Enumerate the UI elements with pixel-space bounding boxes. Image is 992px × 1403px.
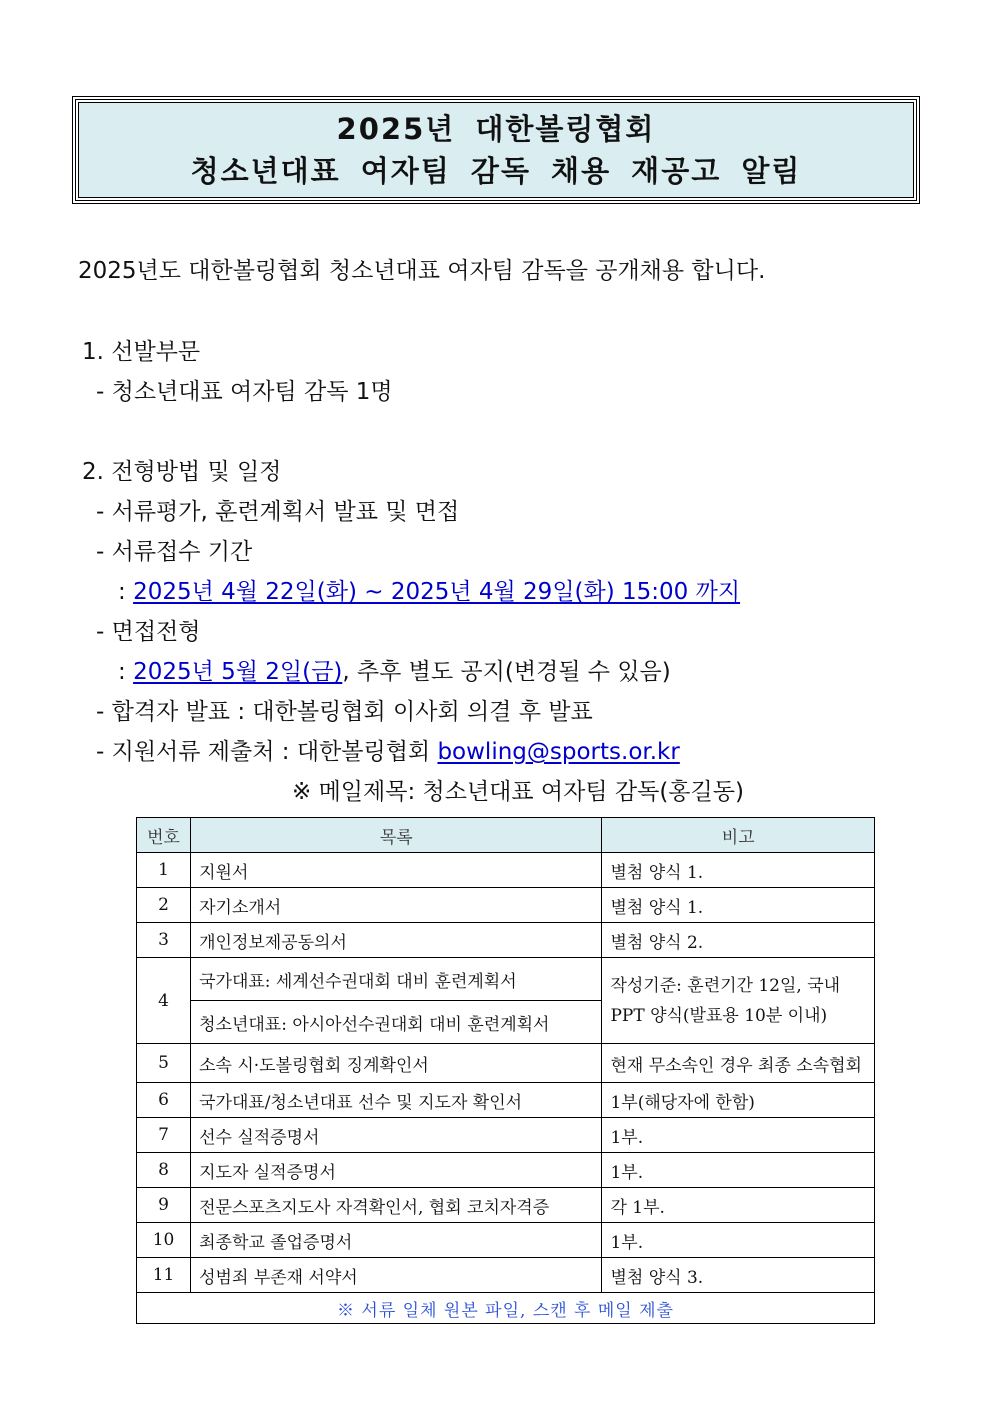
- table-row: [137, 923, 875, 958]
- row-number: 9: [137, 1188, 191, 1223]
- row-document: 지도자 실적증명서: [191, 1153, 602, 1188]
- header-list: 목록: [191, 818, 602, 853]
- row-remark: 1부.: [602, 1223, 875, 1258]
- row-number: 8: [137, 1153, 191, 1188]
- row-number: 11: [137, 1258, 191, 1293]
- period-prefix: :: [118, 579, 126, 605]
- row-document-a: 국가대표: 세계선수권대회 대비 훈련계획서: [191, 958, 602, 1001]
- row-document: 소속 시·도볼링협회 징계확인서: [191, 1044, 602, 1083]
- table-row: [137, 1118, 875, 1153]
- table-row: [137, 1083, 875, 1118]
- application-period: 2025년 4월 22일(화) ~ 2025년 4월 29일(화) 15:00 까지: [133, 579, 741, 605]
- row-number: 10: [137, 1223, 191, 1258]
- table-row: [137, 1223, 875, 1258]
- row-number: 4: [137, 958, 191, 1044]
- row-document: 성범죄 부존재 서약서: [191, 1258, 602, 1293]
- row-remark: 별첨 양식 2.: [602, 923, 875, 958]
- row-remark: 별첨 양식 3.: [602, 1258, 875, 1293]
- table-row: [137, 1188, 875, 1223]
- row-number: 7: [137, 1118, 191, 1153]
- title-line-2: 청소년대표 여자팀 감독 채용 재공고 알림: [190, 154, 802, 188]
- row-remark: 현재 무소속인 경우 최종 소속협회: [602, 1044, 875, 1083]
- header-remarks: 비고: [602, 818, 875, 853]
- row-number: 5: [137, 1044, 191, 1083]
- email-link[interactable]: bowling@sports.or.kr: [437, 739, 680, 765]
- interview-note: , 추후 별도 공지(변경될 수 있음): [342, 659, 671, 685]
- section-2-item-2: - 서류접수 기간: [96, 539, 253, 565]
- title-box: [72, 96, 920, 204]
- documents-table: [136, 817, 875, 1324]
- row-document: 자기소개서: [191, 888, 602, 923]
- title-line-1: 2025년 대한볼링협회: [336, 112, 656, 146]
- row-number: 6: [137, 1083, 191, 1118]
- row-remark: 1부(해당자에 한함): [602, 1083, 875, 1118]
- row-document: 전문스포츠지도사 자격확인서, 협회 코치자격증: [191, 1188, 602, 1223]
- row-remark: 각 1부.: [602, 1188, 875, 1223]
- section-2-item-3: - 면접전형: [96, 619, 201, 645]
- interview-date: 2025년 5월 2일(금): [133, 659, 343, 685]
- mail-subject-note: ※ 메일제목: 청소년대표 여자팀 감독(홍길동): [292, 779, 744, 805]
- table-row: [137, 1153, 875, 1188]
- section-1-heading: 1. 선발부문: [82, 339, 201, 365]
- row-document-b: 청소년대표: 아시아선수권대회 대비 훈련계획서: [191, 1001, 602, 1044]
- table-row: [137, 853, 875, 888]
- table-footer-note: ※ 서류 일체 원본 파일, 스캔 후 메일 제출: [137, 1293, 875, 1324]
- submission-line: [96, 737, 680, 767]
- row-number: 2: [137, 888, 191, 923]
- section-2-item-1: - 서류평가, 훈련계획서 발표 및 면접: [96, 499, 460, 525]
- row-remark: 작성기준: 훈련기간 12일, 국내 PPT 양식(발표용 10분 이내): [602, 958, 875, 1044]
- section-2-heading: 2. 전형방법 및 일정: [82, 459, 282, 485]
- row-document: 선수 실적증명서: [191, 1118, 602, 1153]
- row-remark: 1부.: [602, 1153, 875, 1188]
- table-footer-row: [137, 1293, 875, 1324]
- row-remark: 별첨 양식 1.: [602, 888, 875, 923]
- application-period-line: [118, 577, 740, 607]
- title-inner: [78, 102, 914, 198]
- row-number: 1: [137, 853, 191, 888]
- row-document: 국가대표/청소년대표 선수 및 지도자 확인서: [191, 1083, 602, 1118]
- table-header-row: [137, 818, 875, 853]
- row-document: 최종학교 졸업증명서: [191, 1223, 602, 1258]
- row-number: 3: [137, 923, 191, 958]
- table-row: [137, 1258, 875, 1293]
- intro-text: 2025년도 대한볼링협회 청소년대표 여자팀 감독을 공개채용 합니다.: [78, 258, 766, 284]
- table-row: [137, 958, 875, 1001]
- row-remark: 별첨 양식 1.: [602, 853, 875, 888]
- header-number: 번호: [137, 818, 191, 853]
- interview-prefix: :: [118, 659, 126, 685]
- table-row: [137, 888, 875, 923]
- row-document: 지원서: [191, 853, 602, 888]
- interview-date-line: [118, 657, 671, 687]
- section-1-item: - 청소년대표 여자팀 감독 1명: [96, 379, 393, 405]
- row-remark: 1부.: [602, 1118, 875, 1153]
- row-document: 개인정보제공동의서: [191, 923, 602, 958]
- table-row: [137, 1044, 875, 1083]
- submission-label: - 지원서류 제출처 : 대한볼링협회: [96, 739, 431, 765]
- section-2-item-4: - 합격자 발표 : 대한볼링협회 이사회 의결 후 발표: [96, 699, 593, 725]
